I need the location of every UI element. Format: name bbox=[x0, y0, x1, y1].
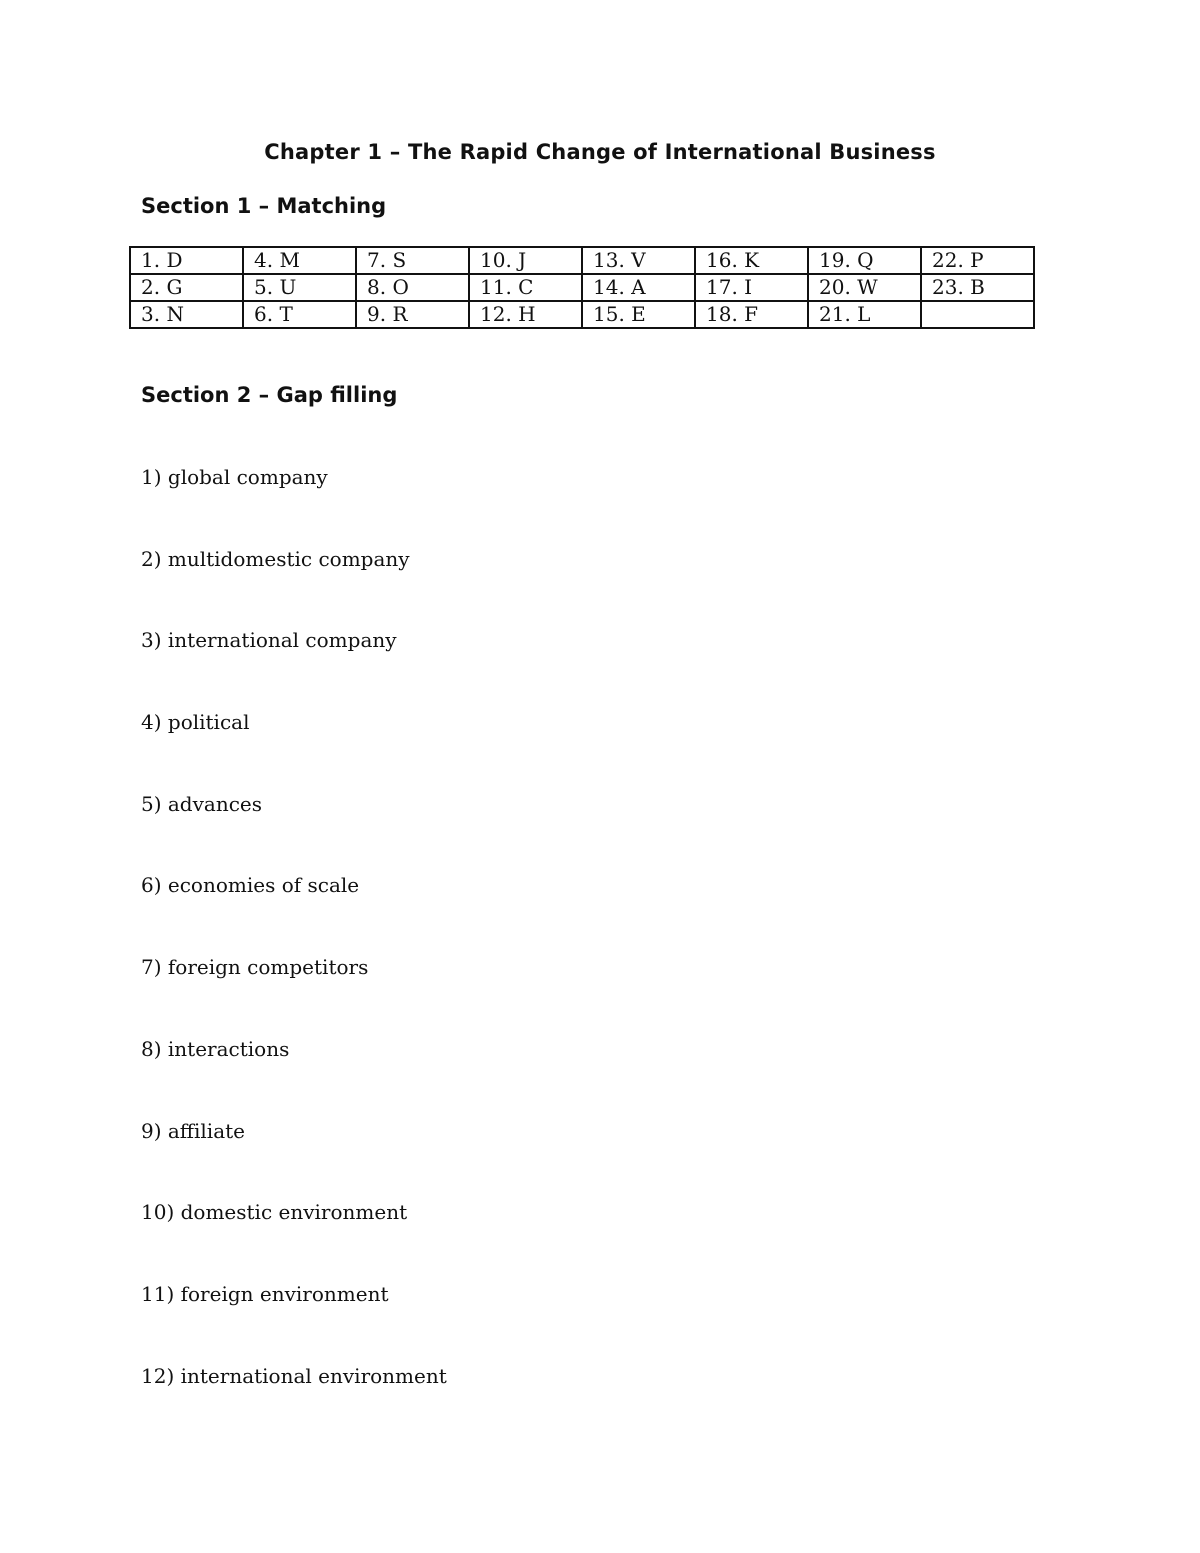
list-item: 9) affiliate bbox=[141, 1118, 246, 1143]
table-cell: 1. D bbox=[130, 247, 243, 274]
table-cell: 2. G bbox=[130, 274, 243, 301]
table-cell: 13. V bbox=[582, 247, 695, 274]
table-cell: 4. M bbox=[243, 247, 356, 274]
list-item: 2) multidomestic company bbox=[141, 546, 410, 571]
matching-answer-table bbox=[129, 246, 1035, 329]
table-cell: 12. H bbox=[469, 301, 582, 328]
table-cell: 19. Q bbox=[808, 247, 921, 274]
list-item: 11) foreign environment bbox=[141, 1281, 389, 1306]
list-item: 12) international environment bbox=[141, 1363, 447, 1388]
table-row bbox=[130, 301, 1034, 328]
page-title: Chapter 1 – The Rapid Change of International Business bbox=[264, 140, 936, 164]
table-cell: 18. F bbox=[695, 301, 808, 328]
section-2-heading: Section 2 – Gap filling bbox=[141, 383, 398, 407]
table-cell: 20. W bbox=[808, 274, 921, 301]
list-item: 3) international company bbox=[141, 628, 397, 653]
list-item: 7) foreign competitors bbox=[141, 955, 369, 980]
table-cell: 22. P bbox=[921, 247, 1034, 274]
table-cell: 17. I bbox=[695, 274, 808, 301]
table-cell: 16. K bbox=[695, 247, 808, 274]
table-cell: 23. B bbox=[921, 274, 1034, 301]
table-cell: 7. S bbox=[356, 247, 469, 274]
table-cell: 9. R bbox=[356, 301, 469, 328]
table-cell-empty bbox=[921, 301, 1034, 328]
table-cell: 5. U bbox=[243, 274, 356, 301]
table-row bbox=[130, 247, 1034, 274]
list-item: 6) economies of scale bbox=[141, 873, 360, 898]
table-cell: 21. L bbox=[808, 301, 921, 328]
section-1-heading: Section 1 – Matching bbox=[141, 194, 387, 218]
list-item: 10) domestic environment bbox=[141, 1200, 408, 1225]
list-item: 1) global company bbox=[141, 465, 328, 489]
list-item: 5) advances bbox=[141, 791, 263, 816]
table-cell: 6. T bbox=[243, 301, 356, 328]
table-row bbox=[130, 274, 1034, 301]
table-cell: 14. A bbox=[582, 274, 695, 301]
table-cell: 10. J bbox=[469, 247, 582, 274]
gap-filling-answer-list bbox=[141, 462, 447, 1442]
table-cell: 11. C bbox=[469, 274, 582, 301]
table-cell: 8. O bbox=[356, 274, 469, 301]
table-cell: 3. N bbox=[130, 301, 243, 328]
list-item: 4) political bbox=[141, 710, 250, 735]
table-cell: 15. E bbox=[582, 301, 695, 328]
list-item: 8) interactions bbox=[141, 1036, 290, 1061]
